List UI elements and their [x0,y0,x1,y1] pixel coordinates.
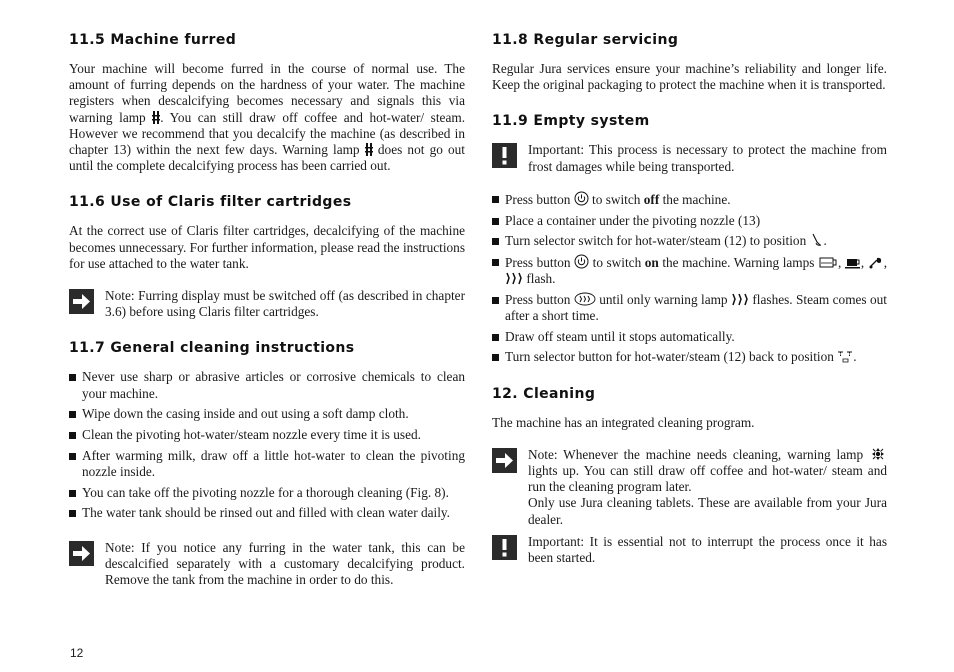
page-number: 12 [70,646,84,660]
descaling-lamp-icon [365,143,373,156]
exclamation-icon [492,535,517,560]
cleaning-important [492,534,887,566]
milk-lamp-icon [868,256,884,269]
exclamation-icon [492,143,517,168]
section-12 [492,384,887,567]
heading-cleaning: 12. Cleaning [492,385,596,402]
furring-note-text: Note: If you notice any furring in the water tank, this can be descalcified separately with a customary decalcifying product. Remove the tank from the machine in order to do this. [105,539,465,587]
heading-claris-filter: 11.6 Use of Claris filter cartridges [69,194,352,211]
steam-icon [505,272,523,285]
list-item: Wipe down the casing inside and out using a soft damp cloth. [69,406,465,422]
cleaning-important-text: Important: It is essential not to interrupt the process once it has been started. [528,533,887,566]
coffee-lamp-icon [845,256,861,269]
arrow-right-icon [69,289,94,314]
empty-system-important [492,142,887,174]
list-item: Turn selector button for hot-water/steam (12) back to position . [492,349,887,365]
list-item: Press button to switch on the machine. Warning lamps , , , flash. [492,254,887,287]
claris-note-text: Note: Furring display must be switched off (as described in chapter 3.6) before using Claris filter cartridges. [105,288,465,320]
machine-furred-text-a: Your machine will become furred in the course of normal use. The amount of furring depends on the hardness of your water. The machine registers when descalcifying becomes necessary and signals this via warning lamp [69,61,465,125]
section-11-6 [69,192,465,320]
cleaning-list [69,369,465,521]
heading-general-cleaning: 11.7 General cleaning instructions [69,340,355,357]
cleaning-note [492,447,887,528]
list-item: Clean the pivoting hot-water/steam nozzle every time it is used. [69,427,465,443]
power-button-icon [574,254,589,269]
section-11-9 [492,111,887,365]
cleaning-note-text-2: Only use Jura cleaning tablets. These are available from your Jura dealer. [528,495,887,527]
arrow-right-icon [492,448,517,473]
section-11-8 [492,30,887,93]
regular-servicing-text: Regular Jura services ensure your machine’s reliability and longer life. Keep the original packaging to protect the machine when it is transported. [492,61,887,93]
heading-regular-servicing: 11.8 Regular servicing [492,32,679,48]
arrow-right-icon [69,541,94,566]
cleaning-note-text: Note: Whenever the machine needs cleaning, warning lamp lights up. You can still draw off coffee and hot-water/ steam and run the cleaning program later. [528,446,887,495]
coffee-position-icon [837,350,853,363]
cleaning-lamp-icon [869,447,887,461]
cleaning-text: The machine has an integrated cleaning program. [492,414,755,430]
water-tank-lamp-icon [818,256,838,269]
list-item: You can take off the pivoting nozzle for a thorough cleaning (Fig. 8). [69,485,465,501]
list-item: After warming milk, draw off a little hot-water to clean the pivoting nozzle inside. [69,448,465,480]
machine-furred-text-c: does not go out until the complete decalcifying process has been carried out. [69,142,466,174]
claris-note [69,288,465,320]
steam-button-icon [574,292,596,306]
left-column [69,30,465,588]
heading-empty-system: 11.9 Empty system [492,113,650,130]
right-column [492,30,887,566]
claris-filter-text: At the correct use of Claris filter cartridges, decalcifying of the machine becomes unnecessary. For further information, please read the instructions for use attached to the water tank. [69,223,465,271]
empty-system-important-text: Important: This process is necessary to protect the machine from frost damages while being transported. [528,142,887,174]
list-item: Press button until only warning lamp flashes. Steam comes out after a short time. [492,292,887,324]
machine-furred-text-b: . You can still draw off coffee and hot-water/ steam. However we recommend that you decalcify the machine (as described in chapter 13) within the next few days. Warning lamp [69,109,466,158]
section-11-7 [69,338,465,588]
list-item: Place a container under the pivoting nozzle (13) [492,213,887,229]
empty-system-steps [492,191,887,366]
list-item: The water tank should be rinsed out and filled with clean water daily. [69,505,465,521]
furring-note [69,540,465,589]
cleaning-note-body [528,447,887,528]
steam-position-icon [810,233,824,247]
section-11-5 [69,30,465,174]
heading-machine-furred: 11.5 Machine furred [69,32,237,48]
list-item: Press button to switch off the machine. [492,191,887,208]
power-button-icon [574,191,589,206]
list-item: Draw off steam until it stops automatically. [492,329,887,345]
list-item: Turn selector switch for hot-water/steam (12) to position . [492,233,887,249]
steam-icon [731,293,749,306]
list-item: Never use sharp or abrasive articles or corrosive chemicals to clean your machine. [69,369,465,401]
machine-furred-text [69,61,465,174]
